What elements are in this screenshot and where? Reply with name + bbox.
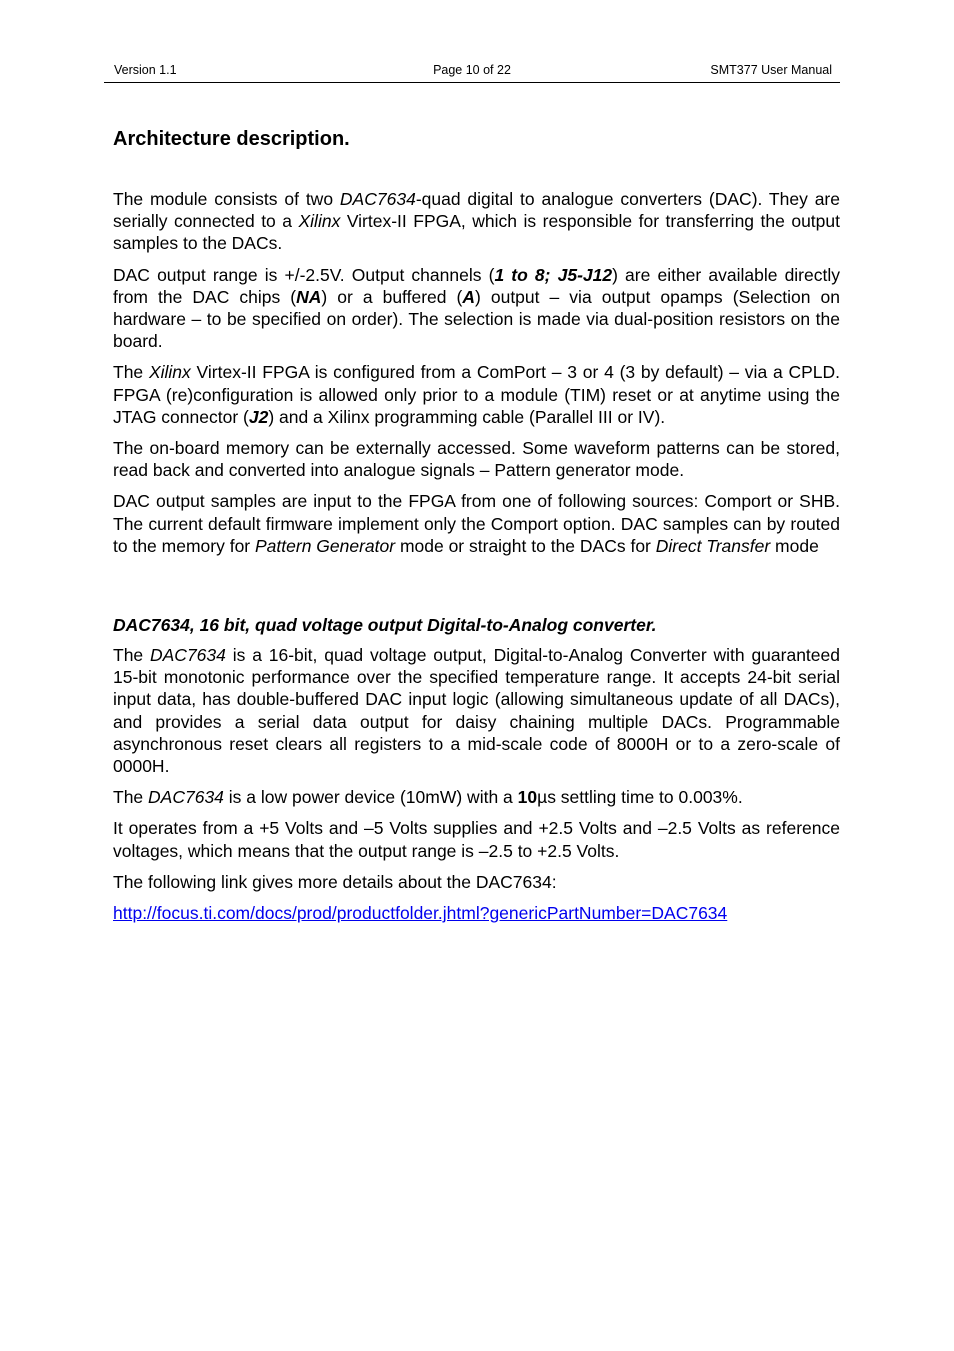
section-title-architecture: Architecture description. — [113, 128, 350, 150]
paragraph-output-range: DAC output range is +/-2.5V. Output channels (1 to 8; J5-J12) are either available directly from the DAC chips (NA) or a buffered (A) output – via output opamps (Selection on hardware – to be specified on order). The selection is made via dual-position resistors on the board. — [113, 264, 841, 352]
paragraph-dac-description: The DAC7634 is a 16-bit, quad voltage output, Digital-to-Analog Converter with guaranteed 15-bit monotonic performance over the specified temperature range. It accepts 24-bit serial input data, has double-buffered DAC input logic (allowing simultaneous update of all DACs), and provides a serial data output for daisy chaining multiple DACs. Programmable asynchronous reset clears all registers to a mid-scale code of 8000H or to a zero-scale of 0000H. — [113, 645, 840, 777]
paragraph-link-intro: The following link gives more details about the DAC7634: — [113, 871, 557, 892]
page-number: Page 10 of 22 — [433, 63, 511, 77]
paragraph-dac-power: The DAC7634 is a low power device (10mW) with a 10µs settling time to 0.003%. — [113, 787, 743, 808]
paragraph-module: The module consists of two DAC7634-quad digital to analogue converters (DAC). They are serially connected to a Xilinx Virtex-II FPGA, which is responsible for transferring the output samples to the DACs. — [113, 189, 840, 254]
page-header — [104, 60, 840, 83]
page-body — [113, 125, 840, 924]
paragraph-samples: DAC output samples are input to the FPGA from one of following sources: Comport or SHB. The current default firmware implement only the Comport option. DAC samples can by routed to the memory for Pattern Generator mode or straight to the DACs for Direct Transfer mode — [113, 491, 840, 556]
paragraph-fpga-config: The Xilinx Virtex-II FPGA is configured from a ComPort – 3 or 4 (3 by default) – via a CPLD. FPGA (re)configuration is allowed only prior to a module (TIM) reset or at anytime using the JTAG connector (J2) and a Xilinx programming cable (Parallel III or IV). — [113, 362, 840, 427]
paragraph-memory: The on-board memory can be externally accessed. Some waveform patterns can be stored, read back and converted into analogue signals – Pattern generator mode. — [113, 438, 840, 481]
paragraph-dac-supplies: It operates from a +5 Volts and –5 Volts supplies and +2.5 Volts and –2.5 Volts as reference voltages, which means that the output range is –2.5 to +2.5 Volts. — [113, 818, 840, 861]
section-title-dac7634: DAC7634, 16 bit, quad voltage output Digital-to-Analog converter. — [113, 615, 657, 636]
section-gap — [113, 566, 840, 614]
dac7634-product-link[interactable]: http://focus.ti.com/docs/prod/productfolder.jhtml?genericPartNumber=DAC7634 — [113, 903, 728, 924]
version-label: Version 1.1 — [114, 63, 177, 77]
manual-title: SMT377 User Manual — [710, 63, 832, 77]
